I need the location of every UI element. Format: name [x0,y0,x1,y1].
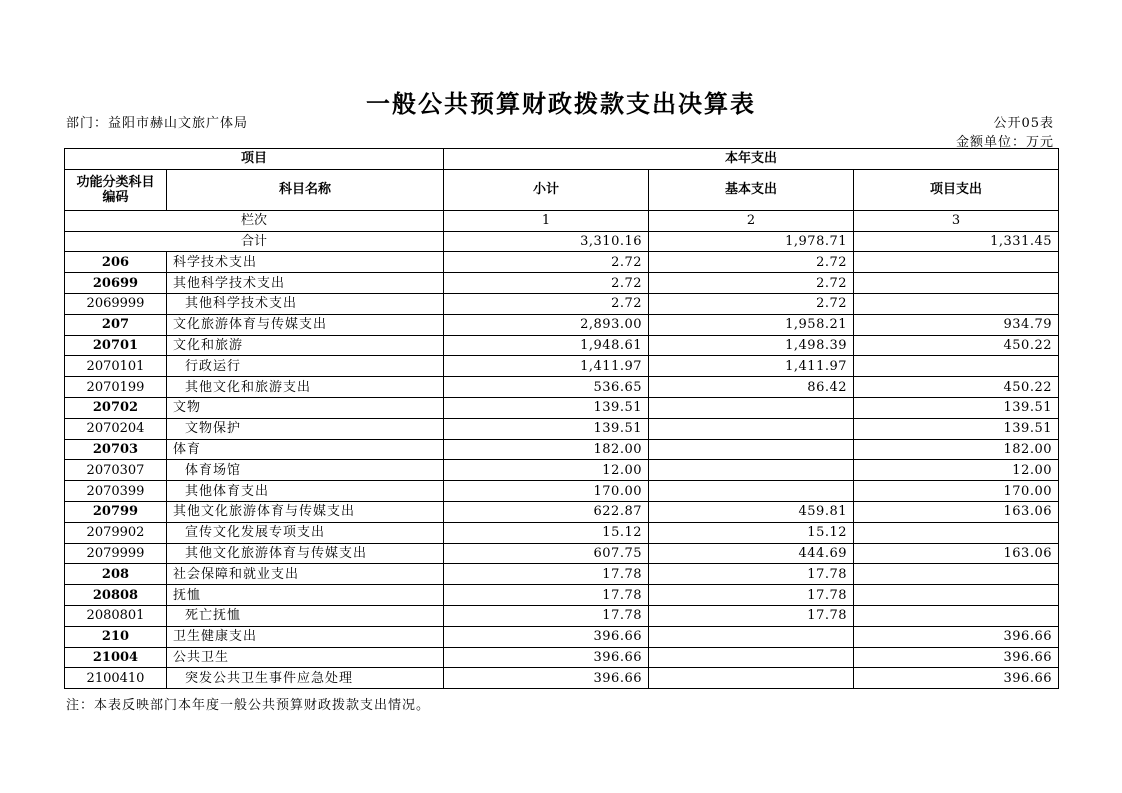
row-project: 396.66 [854,668,1059,689]
table-row [65,335,1059,356]
row-subtotal: 2.72 [444,273,649,294]
row-basic: 86.42 [649,377,854,398]
row-project [854,293,1059,314]
row-basic [649,418,854,439]
table-row [65,585,1059,606]
table-row [65,626,1059,647]
row-basic: 1,958.21 [649,314,854,335]
row-project [854,252,1059,273]
row-subtotal: 2.72 [444,293,649,314]
row-subtotal: 1,948.61 [444,335,649,356]
row-project: 934.79 [854,314,1059,335]
row-basic [649,439,854,460]
table-row [65,605,1059,626]
row-basic: 444.69 [649,543,854,564]
row-project: 396.66 [854,647,1059,668]
column-number-3: 3 [854,210,1059,231]
row-basic [649,481,854,502]
page-title: 一般公共预算财政拨款支出决算表 [366,89,756,118]
row-project: 396.66 [854,626,1059,647]
row-name: 行政运行 [167,356,444,377]
table-row [65,314,1059,335]
row-basic: 17.78 [649,585,854,606]
row-project: 182.00 [854,439,1059,460]
row-project: 163.06 [854,543,1059,564]
header-row-2 [65,169,1059,210]
row-project [854,564,1059,585]
row-name: 社会保障和就业支出 [167,564,444,585]
footnote: 注：本表反映部门本年度一般公共预算财政拨款支出情况。 [66,698,431,713]
total-basic: 1,978.71 [649,231,854,252]
table-row [65,356,1059,377]
row-project: 170.00 [854,481,1059,502]
row-name: 其他文化和旅游支出 [167,377,444,398]
total-label: 合计 [65,231,444,252]
row-basic [649,668,854,689]
row-subtotal: 15.12 [444,522,649,543]
row-name: 公共卫生 [167,647,444,668]
row-subtotal: 2,893.00 [444,314,649,335]
table-row [65,543,1059,564]
row-basic [649,647,854,668]
table-row [65,377,1059,398]
row-name: 文物 [167,397,444,418]
row-code: 20808 [65,585,167,606]
row-code: 2069999 [65,293,167,314]
row-code: 208 [65,564,167,585]
row-code: 2070204 [65,418,167,439]
row-subtotal: 12.00 [444,460,649,481]
column-number-label: 栏次 [65,210,444,231]
row-basic [649,460,854,481]
table-row [65,397,1059,418]
table-row [65,439,1059,460]
row-subtotal: 17.78 [444,564,649,585]
header-basic: 基本支出 [649,169,854,210]
total-row [65,231,1059,252]
row-subtotal: 182.00 [444,439,649,460]
row-name: 科学技术支出 [167,252,444,273]
row-code: 20799 [65,501,167,522]
row-code: 21004 [65,647,167,668]
row-subtotal: 2.72 [444,252,649,273]
row-name: 文物保护 [167,418,444,439]
row-name: 宣传文化发展专项支出 [167,522,444,543]
row-code: 2070399 [65,481,167,502]
row-project [854,356,1059,377]
expenditure-table [64,148,1059,689]
column-number-1: 1 [444,210,649,231]
row-code: 207 [65,314,167,335]
table-row [65,273,1059,294]
row-code: 2079902 [65,522,167,543]
header-row-1 [65,149,1059,170]
column-number-row [65,210,1059,231]
row-basic: 17.78 [649,564,854,585]
row-code: 2080801 [65,605,167,626]
row-project: 163.06 [854,501,1059,522]
header-name: 科目名称 [167,169,444,210]
table-row [65,481,1059,502]
table-row [65,647,1059,668]
row-code: 2100410 [65,668,167,689]
row-basic: 17.78 [649,605,854,626]
row-code: 206 [65,252,167,273]
header-current-year: 本年支出 [444,149,1059,170]
row-name: 体育 [167,439,444,460]
row-project: 450.22 [854,335,1059,356]
row-subtotal: 396.66 [444,668,649,689]
table-row [65,460,1059,481]
row-code: 2070199 [65,377,167,398]
row-name: 卫生健康支出 [167,626,444,647]
row-code: 20702 [65,397,167,418]
row-subtotal: 536.65 [444,377,649,398]
table-row [65,501,1059,522]
row-name: 文化和旅游 [167,335,444,356]
row-subtotal: 1,411.97 [444,356,649,377]
header-project: 项目支出 [854,169,1059,210]
row-code: 20701 [65,335,167,356]
table-row [65,418,1059,439]
row-subtotal: 607.75 [444,543,649,564]
row-basic: 1,411.97 [649,356,854,377]
row-project [854,273,1059,294]
table-row [65,564,1059,585]
row-subtotal: 622.87 [444,501,649,522]
row-name: 抚恤 [167,585,444,606]
row-code: 20699 [65,273,167,294]
row-name: 其他体育支出 [167,481,444,502]
table-row [65,522,1059,543]
row-code: 2079999 [65,543,167,564]
row-subtotal: 139.51 [444,397,649,418]
row-name: 突发公共卫生事件应急处理 [167,668,444,689]
row-project: 12.00 [854,460,1059,481]
row-name: 文化旅游体育与传媒支出 [167,314,444,335]
header-item: 项目 [65,149,444,170]
row-basic: 1,498.39 [649,335,854,356]
row-code: 2070307 [65,460,167,481]
header-code: 功能分类科目编码 [65,169,167,210]
row-name: 其他科学技术支出 [167,273,444,294]
row-project: 450.22 [854,377,1059,398]
header-subtotal: 小计 [444,169,649,210]
table-row [65,668,1059,689]
row-name: 其他文化旅游体育与传媒支出 [167,543,444,564]
row-basic [649,397,854,418]
row-code: 210 [65,626,167,647]
row-subtotal: 139.51 [444,418,649,439]
total-subtotal: 3,310.16 [444,231,649,252]
row-project [854,605,1059,626]
row-basic: 15.12 [649,522,854,543]
row-project [854,522,1059,543]
row-subtotal: 17.78 [444,585,649,606]
row-basic: 2.72 [649,252,854,273]
row-name: 死亡抚恤 [167,605,444,626]
column-number-2: 2 [649,210,854,231]
row-project: 139.51 [854,397,1059,418]
row-code: 20703 [65,439,167,460]
table-row [65,293,1059,314]
row-code: 2070101 [65,356,167,377]
row-basic [649,626,854,647]
row-basic: 2.72 [649,273,854,294]
row-subtotal: 170.00 [444,481,649,502]
row-subtotal: 17.78 [444,605,649,626]
row-subtotal: 396.66 [444,647,649,668]
form-number: 公开05表 [993,116,1054,131]
table-row [65,252,1059,273]
total-project: 1,331.45 [854,231,1059,252]
department-label: 部门：益阳市赫山文旅广体局 [66,116,249,131]
row-basic: 459.81 [649,501,854,522]
row-name: 其他文化旅游体育与传媒支出 [167,501,444,522]
row-basic: 2.72 [649,293,854,314]
row-name: 体育场馆 [167,460,444,481]
amount-unit: 金额单位：万元 [955,135,1054,150]
row-project: 139.51 [854,418,1059,439]
row-subtotal: 396.66 [444,626,649,647]
row-project [854,585,1059,606]
row-name: 其他科学技术支出 [167,293,444,314]
